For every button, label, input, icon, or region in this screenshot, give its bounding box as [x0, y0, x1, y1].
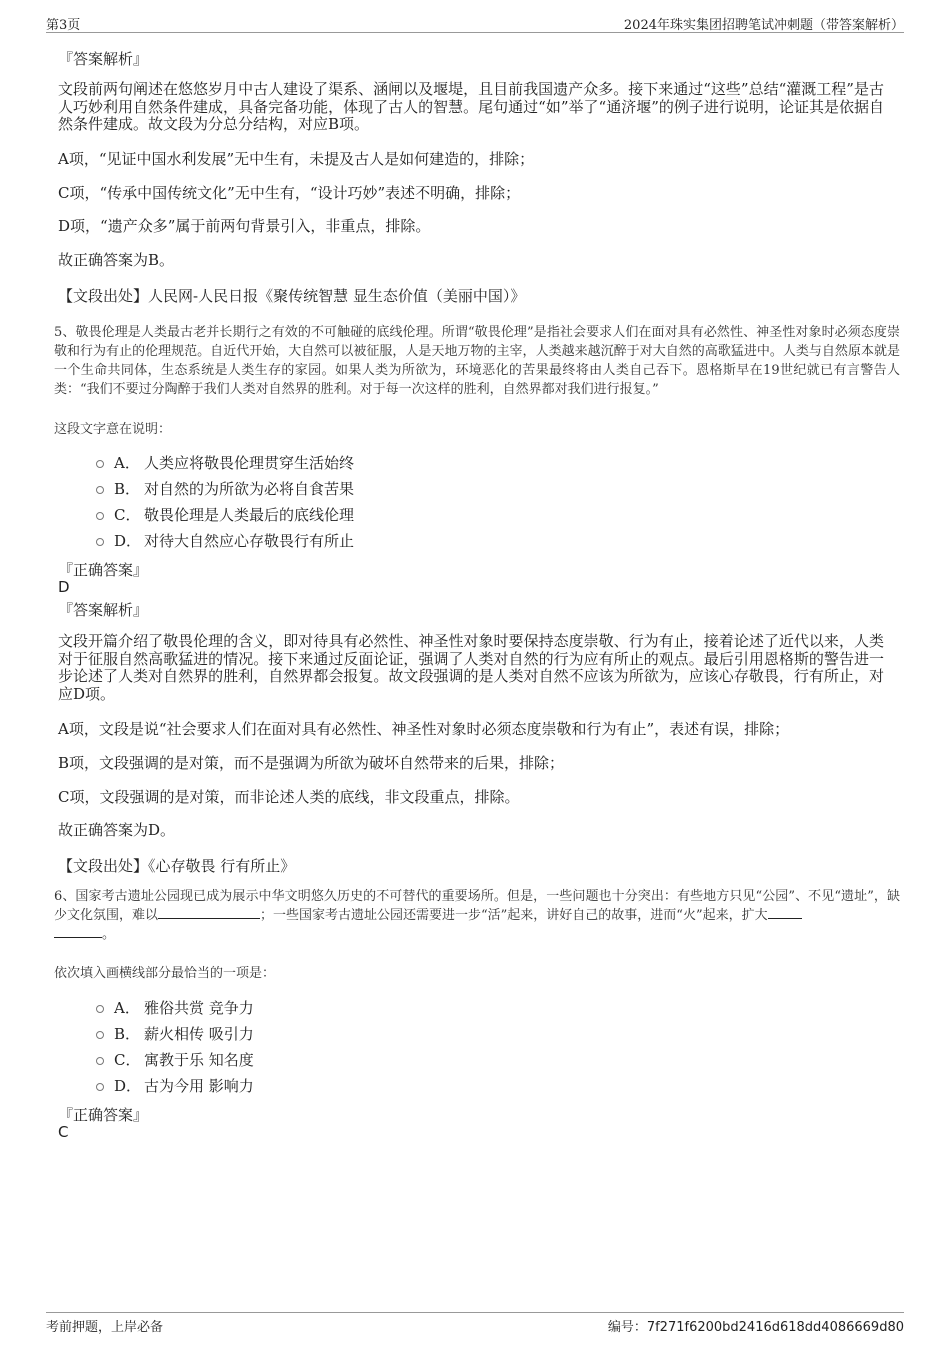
analysis-text: 文段开篇介绍了敬畏伦理的含义，即对待具有必然性、神圣性对象时要保持态度崇敬、行为有止，接着论述了近代以来，人类对于征服自然高歌猛进的情况。接下来通过反面论证，强调了人类对自然的行为应有所止的观点。最后引用恩格斯的警告进一步论述了人类对自然界的胜利，自然界都会报复。故文段强调的是人类对自然不应该为所欲为，应该心存敬畏，行有所止，对应D项。: [58, 632, 884, 703]
q6-option-a[interactable]: [96, 997, 254, 1017]
option-letter: D．: [114, 531, 142, 550]
q6-option-b[interactable]: [96, 1023, 254, 1043]
correct-answer: D: [58, 578, 70, 596]
analysis-text: 文段前两句阐述在悠悠岁月中古人建设了渠系、涵闸以及堰堤，且目前我国遗产众多。接下来通过“这些”总结“灌溉工程”是古人巧妙利用自然条件建成，具备完备功能，体现了古人的智慧。尾句通过“如”举了“通济堰”的例子进行说明，论证其是依据自然条件建成。故文段为分总分结构，对应B项。: [58, 80, 884, 133]
answer-blank-continued: [54, 925, 102, 938]
option-letter: C．: [114, 505, 141, 524]
option-letter: A．: [114, 998, 140, 1017]
conclusion: 故正确答案为B。: [58, 251, 175, 269]
correct-answer-label: 『正确答案』: [58, 1106, 149, 1124]
stem-text: 6、国家考古遗址公园现已成为展示中华文明悠久历史的不可替代的重要场所。但是，一些问题也十分突出：有些地方只见“公园”、不见“遗址”，缺少文化氛围，难以: [54, 889, 900, 923]
radio-button[interactable]: [96, 1083, 104, 1091]
analysis-label: 『答案解析』: [58, 601, 149, 619]
correct-answer: C: [58, 1123, 69, 1141]
radio-button[interactable]: [96, 1031, 104, 1039]
page-header: [46, 10, 904, 33]
analysis-item-a: A项，文段是说“社会要求人们在面对具有必然性、神圣性对象时必须态度崇敬和行为有止”，表述有误，排除；: [58, 720, 790, 738]
stem-text: ；一些国家考古遗址公园还需要进一步“活”起来，讲好自己的故事，进而“火”起来，扩大: [260, 908, 768, 923]
q6-option-d[interactable]: [96, 1075, 254, 1095]
conclusion: 故正确答案为D。: [58, 821, 176, 839]
radio-button[interactable]: [96, 460, 104, 468]
analysis-item-c: C项，文段强调的是对策，而非论述人类的底线，非文段重点，排除。: [58, 788, 520, 806]
radio-button[interactable]: [96, 1057, 104, 1065]
answer-blank: [768, 906, 802, 919]
radio-button[interactable]: [96, 486, 104, 494]
radio-button[interactable]: [96, 512, 104, 520]
passage-source: 【文段出处】人民网-人民日报《聚传统智慧 显生态价值（美丽中国）》: [58, 287, 526, 305]
question-5-stem: 5、敬畏伦理是人类最古老并长期行之有效的不可触碰的底线伦理。所谓“敬畏伦理”是指社会要求人们在面对具有必然性、神圣性对象时必须态度崇敬和行为有止的伦理规范。自近代开始，大自然可以被征服，人是天地万物的主宰，人类越来越沉醉于对大自然的高歌猛进中。人类与自然原本就是一个生命共同体，生态系统是人类生存的家园。如果人类为所欲为，环境恶化的苦果最终将由人类自己吞下。恩格斯早在19世纪就已有言警告人类：“我们不要过分陶醉于我们人类对自然界的胜利。对于每一次这样的胜利，自然界都对我们进行报复。”: [54, 325, 900, 397]
q5-option-b[interactable]: [96, 478, 354, 498]
page-footer: [46, 1312, 904, 1337]
option-text: 寓教于乐 知名度: [144, 1050, 254, 1069]
q5-option-d[interactable]: [96, 530, 354, 550]
question-6-prompt: 依次填入画横线部分最恰当的一项是：: [54, 966, 276, 981]
analysis-item-a: A项，“见证中国水利发展”无中生有，未提及古人是如何建造的，排除；: [58, 150, 535, 168]
option-text: 人类应将敬畏伦理贯穿生活始终: [144, 453, 355, 472]
analysis-item-c: C项，“传承中国传统文化”无中生有，“设计巧妙”表述不明确，排除；: [58, 184, 521, 202]
option-text: 对自然的为所欲为必将自食苦果: [144, 479, 355, 498]
stem-text: 。: [102, 927, 116, 942]
option-text: 薪火相传 吸引力: [144, 1024, 254, 1043]
footer-slogan: 考前押题，上岸必备: [46, 1320, 164, 1335]
option-text: 古为今用 影响力: [144, 1076, 254, 1095]
q6-option-c[interactable]: [96, 1049, 254, 1069]
page-number: 第3页: [46, 18, 81, 33]
passage-source: 【文段出处】《心存敬畏 行有所止》: [58, 857, 296, 875]
option-text: 对待大自然应心存敬畏行有所止: [144, 531, 355, 550]
q5-option-c[interactable]: [96, 504, 354, 524]
code-value: 7f271f6200bd2416d618dd4086669d80: [646, 1320, 904, 1335]
option-letter: B．: [114, 479, 141, 498]
question-5-prompt: 这段文字意在说明：: [54, 422, 172, 437]
document-title: 2024年珠实集团招聘笔试冲刺题（带答案解析）: [623, 18, 904, 33]
analysis-item-d: D项，“遗产众多”属于前两句背景引入，非重点，排除。: [58, 217, 431, 235]
option-text: 雅俗共赏 竞争力: [144, 998, 254, 1017]
analysis-item-b: B项，文段强调的是对策，而不是强调为所欲为破坏自然带来的后果，排除；: [58, 754, 565, 772]
option-letter: D．: [114, 1076, 142, 1095]
q5-option-a[interactable]: [96, 452, 354, 472]
correct-answer-label: 『正确答案』: [58, 561, 149, 579]
question-6-stem: [54, 887, 900, 944]
analysis-label: 『答案解析』: [58, 50, 149, 68]
option-letter: C．: [114, 1050, 141, 1069]
document-code: [608, 1316, 904, 1335]
radio-button[interactable]: [96, 538, 104, 546]
code-label: 编号：: [607, 1320, 647, 1335]
radio-button[interactable]: [96, 1005, 104, 1013]
answer-blank: [158, 906, 260, 919]
option-text: 敬畏伦理是人类最后的底线伦理: [144, 505, 355, 524]
option-letter: A．: [114, 453, 140, 472]
option-letter: B．: [114, 1024, 141, 1043]
